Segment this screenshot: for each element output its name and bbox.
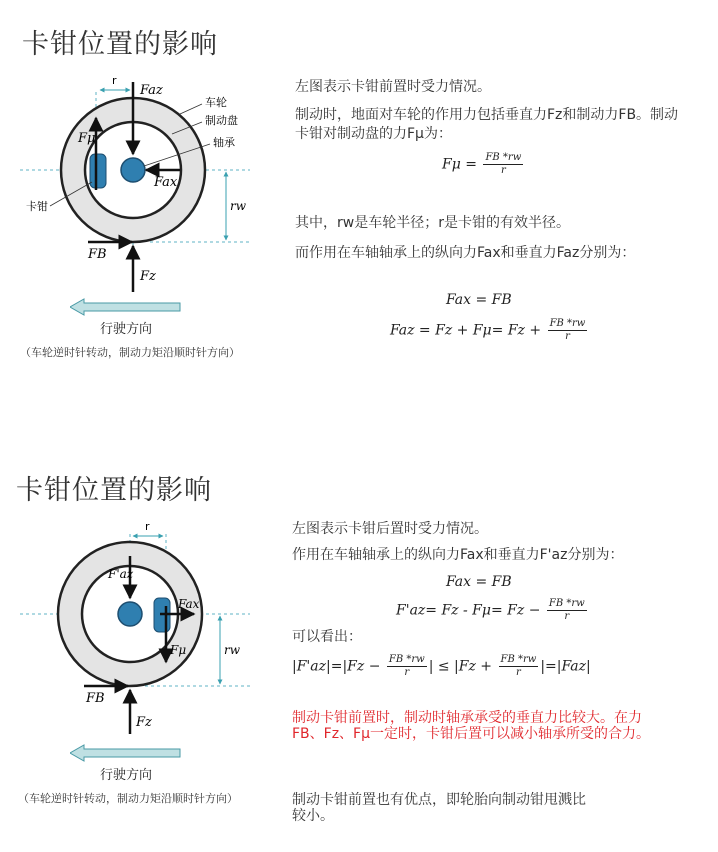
- fmu-label: Fμ: [170, 643, 187, 657]
- slide1-p2: 制动时，地面对车轮的作用力包括垂直力Fz和制动力FB。制动卡钳对制动盘的力Fμ为：: [295, 107, 679, 142]
- slide1-title: 卡钳位置的影响: [22, 29, 218, 60]
- slide2-eq2: F'az= Fz - Fμ= Fz − $\frac{FB *rw}{r}$: [396, 598, 585, 622]
- direction-arrow-icon: [70, 744, 182, 762]
- wheel-label: 车轮: [205, 96, 227, 109]
- faz-label: Faz: [140, 83, 163, 98]
- fmu-label: Fμ: [78, 131, 96, 146]
- slide1-p3: 其中，rw是车轮半径；r是卡钳的有效半径。: [295, 215, 570, 231]
- slide1-diagram: [0, 70, 280, 320]
- disc-label: 制动盘: [205, 114, 238, 127]
- slide2-p4: 制动卡钳前置也有优点，即轮胎向制动钳甩溅比较小。: [292, 792, 586, 824]
- fz-label: Fz: [140, 269, 156, 284]
- rw-label: rw: [224, 643, 241, 657]
- slide2-p2: 作用在车轴轴承上的纵向力Fax和垂直力F'az分别为：: [292, 547, 624, 563]
- faz-label: F'az: [108, 567, 134, 581]
- slide2-eq1: Fax = FB: [446, 574, 512, 590]
- r-label: r: [145, 520, 150, 533]
- slide2-p3: 可以看出：: [292, 629, 362, 645]
- slide2-p1: 左图表示卡钳后置时受力情况。: [292, 521, 488, 537]
- r-label: r: [112, 74, 117, 87]
- bearing: [121, 158, 145, 182]
- slide1-rotation-note: （车轮逆时针转动，制动力矩沿顺时针方向）: [20, 346, 240, 359]
- slide2-title: 卡钳位置的影响: [16, 475, 212, 506]
- slide1-eq3: Faz = Fz + Fμ= Fz + $\frac{FB *rw}{r}$: [390, 318, 586, 342]
- fax-label: Fax: [154, 175, 178, 190]
- slide1-eq1: Fμ = $\frac{FB *rw}{r}$: [442, 152, 522, 176]
- slide2-direction-label: 行驶方向: [100, 768, 153, 783]
- slide2-rotation-note: （车轮逆时针转动，制动力矩沿顺时针方向）: [18, 792, 238, 805]
- slide1-p1: 左图表示卡钳前置时受力情况。: [295, 79, 491, 95]
- caliper: [90, 154, 106, 188]
- fb-label: FB: [88, 247, 107, 262]
- bearing-label: 轴承: [213, 136, 235, 149]
- slide1-direction-label: 行驶方向: [100, 322, 153, 337]
- slide2-conclusion: 制动卡钳前置时，制动时轴承承受的垂直力比较大。在力FB、Fz、Fμ一定时，卡钳后置可以减小轴承所受的合力。: [292, 710, 651, 742]
- slide2-diagram: [0, 520, 280, 750]
- rw-label: rw: [230, 199, 247, 213]
- slide1-p4: 而作用在车轴轴承上的纵向力Fax和垂直力Faz分别为：: [295, 245, 636, 261]
- bearing: [118, 602, 142, 626]
- fb-label: FB: [86, 691, 105, 706]
- fz-label: Fz: [136, 715, 152, 730]
- direction-arrow-icon: [70, 298, 182, 316]
- slide1-eq2: Fax = FB: [446, 292, 512, 308]
- slide2-eq3: |F'az|=|Fz − $\frac{FB *rw}{r}$ | ≤ |Fz + $\frac{FB *rw}{r}$ |=|Faz|: [292, 654, 591, 678]
- fax-label: Fax: [178, 597, 200, 611]
- caliper-label: 卡钳: [26, 200, 48, 213]
